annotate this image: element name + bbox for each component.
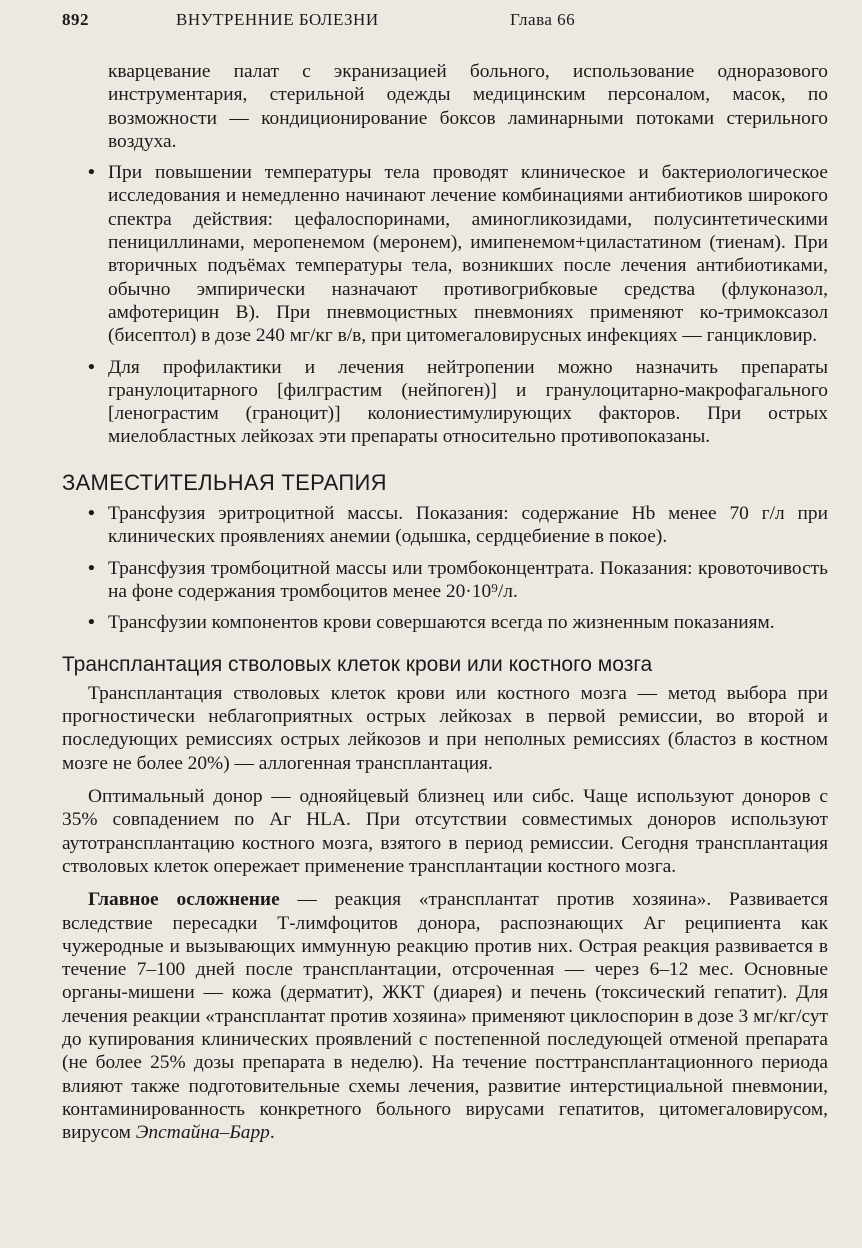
paragraph-end: . [269,1122,275,1144]
bullet-item: • При повышении температуры тела проводят клиническое и бактериологическое исследования и немедленно начинают лечение комбинациями антибиотиков широкого спектра действия: цефалоспоринами, аминогликозидами, полусинтетическими пенициллинами, меропенемом (меронем), имипенемом+циластатином (тиенам). При вторичных подъёмах температуры тела, возникших после лечения антибиотиками, обычно эмпирически назначают противогрибковые средства (флуконазол, амфотерицин В). При пневмоцистных пневмониях применяют ко-тримоксазол (бисептол) в дозе 240 мг/кг в/в, при цитомегаловирусных инфекциях — ганцикловир. [62,161,828,347]
paragraph-lead: Главное осложнение [88,889,280,911]
replacement-bullets [62,502,828,634]
bullet-item: • Трансфузия эритроцитной массы. Показания: содержание Hb менее 70 г/л при клинических проявлениях анемии (одышка, сердцебиение в покое). [62,502,828,549]
page-body [62,60,828,1154]
subsection-heading: Трансплантация стволовых клеток крови или костного мозга [62,652,653,676]
paragraph [62,888,828,1144]
bullet-item: • Трансфузия тромбоцитной массы или тромбоконцентрата. Показания: кровоточивость на фоне содержания тромбоцитов менее 20·10⁹/л. [62,557,828,604]
italic-term: Эпстайна–Барр [135,1122,270,1144]
page-number: 892 [62,10,89,29]
treatment-bullets [62,161,828,449]
bullet-item: • Для профилактики и лечения нейтропении можно назначить препараты гранулоцитарного [филграстим (нейпоген)] и гранулоцитарно-макрофагального [ленограстим (граноцит)] колониестимулирующих факторов. При острых миелобластных лейкозах эти препараты относительно противопоказаны. [62,356,828,449]
chapter-label: Глава 66 [510,10,576,29]
paragraph-text: — реакция «трансплантат против хозяина». Развивается вследствие пересадки Т-лимфоцитов донора, распознающих Аг реципиента как чужеродные и вызывающих иммунную реакцию против них. Острая реакция развивается в течение 7–100 дней после трансплантации, отсроченная — через 6–12 мес. Основные органы-мишени — кожа (дерматит), ЖКТ (диарея) и печень (токсический гепатит). Для лечения реакции «трансплантат против хозяина» применяют циклоспорин в дозе 3 мг/кг/сут до купирования клинических проявлений с постепенной последующей отменой препарата (не более 25% дозы препарата в неделю). На течение посттрансплантационного периода влияют также подготовительные схемы лечения, развитие интерстициальной пневмонии, контаминированность конкретного больного вирусами гепатитов, цитомегаловирусом, вирусом [62,889,828,1144]
intro-continuation: кварцевание палат с экранизацией больного, использование одноразового инструментария, стерильной одежды медицинским персоналом, масок, по возможности — кондиционирование боксов ламинарными потоками стерильного воздуха. [108,61,828,152]
running-header [62,10,822,36]
paragraph: Оптимальный донор — однояйцевый близнец или сибс. Чаще используют доноров с 35% совпадением по Аг HLA. При отсутствии совместимых доноров используют аутотрансплантацию костного мозга, взятого в период ремиссии. Сегодня трансплантация стволовых клеток опережает применение трансплантации костного мозга. [62,786,828,877]
bullet-item: • Трансфузии компонентов крови совершаются всегда по жизненным показаниям. [62,611,828,634]
paragraph: Трансплантация стволовых клеток крови или костного мозга — метод выбора при прогностически неблагоприятных острых лейкозах в первой ремиссии, во второй и последующих ремиссиях острых лейкозов и при неполных ремиссиях (бластоз в костном мозге не более 20%) — аллогенная трансплантация. [62,682,828,774]
book-title: ВНУТРЕННИЕ БОЛЕЗНИ [176,10,379,29]
section-heading: ЗАМЕСТИТЕЛЬНАЯ ТЕРАПИЯ [62,469,387,495]
